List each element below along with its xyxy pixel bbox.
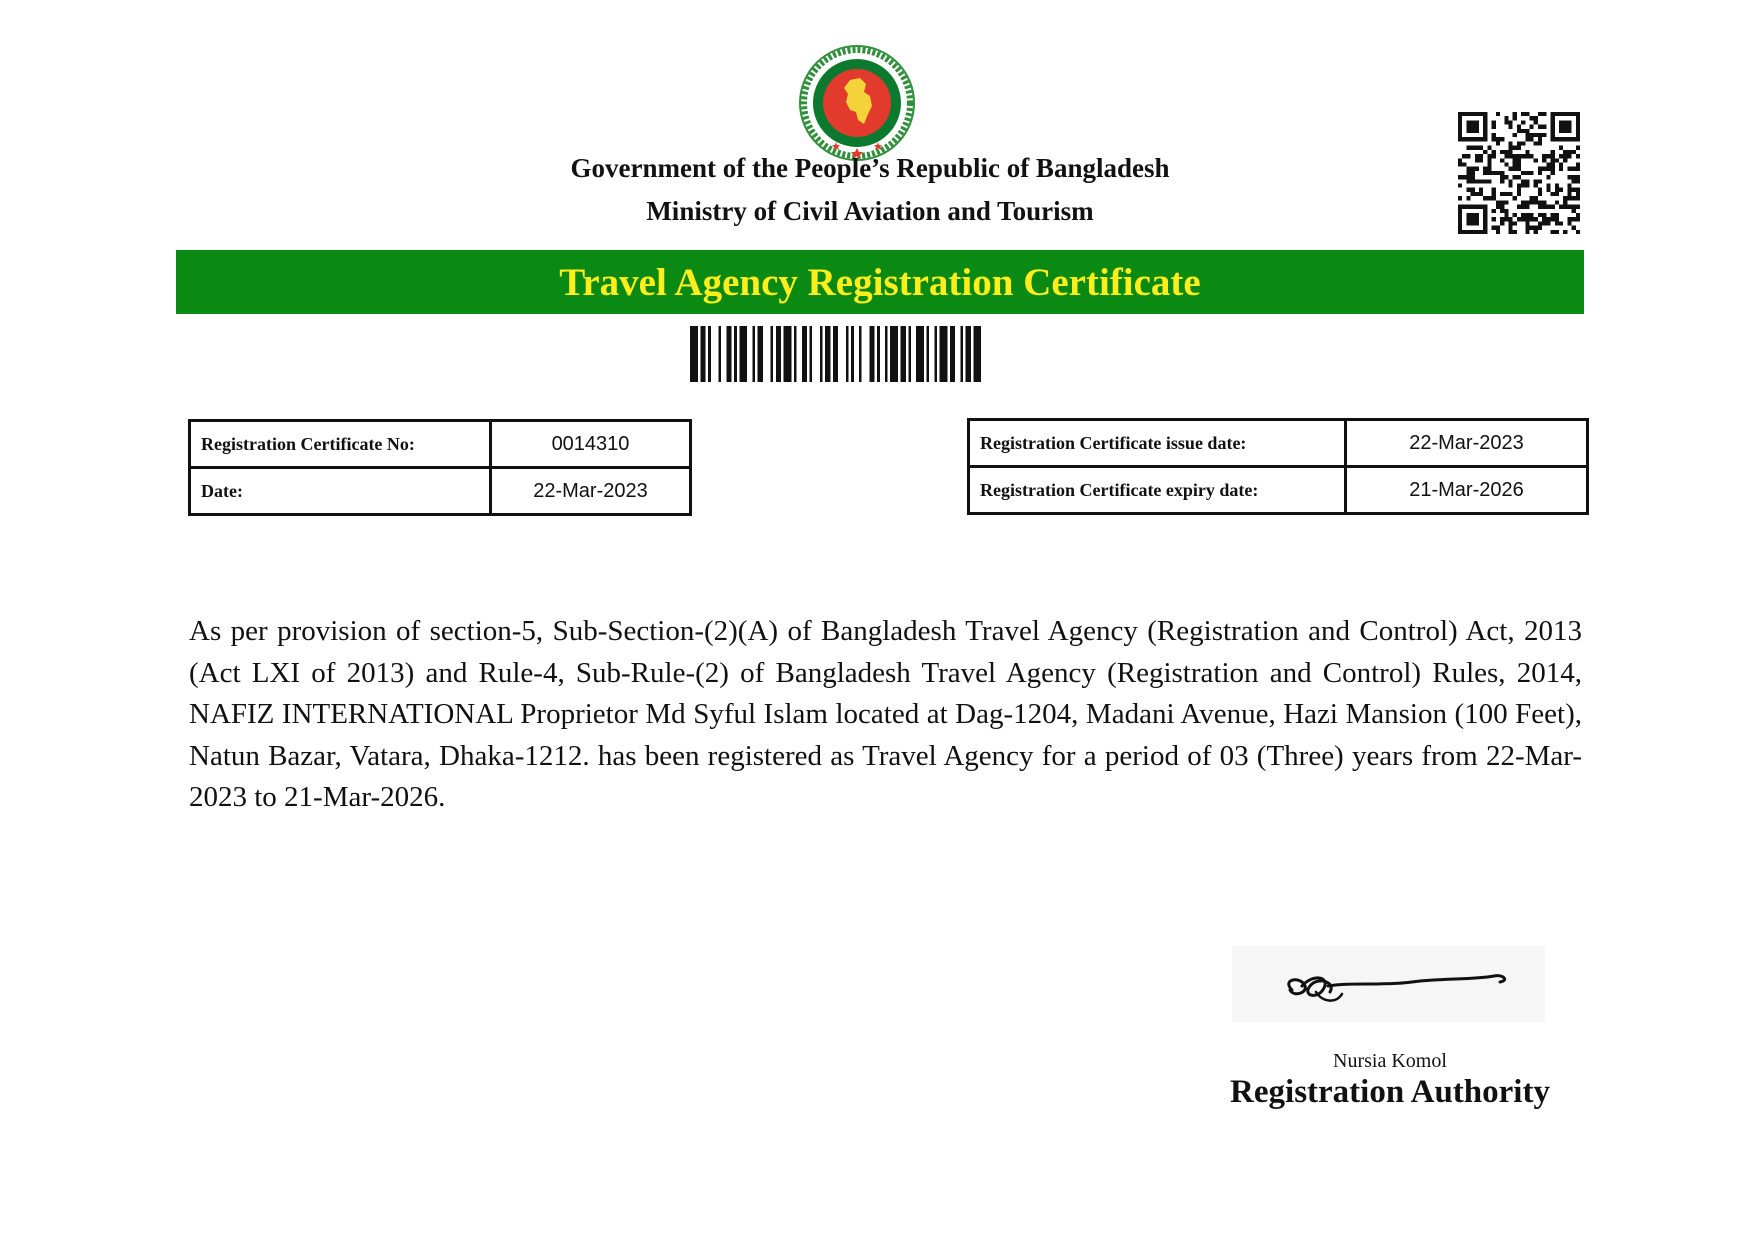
qr-code-icon [1458, 112, 1580, 234]
table-row [190, 468, 691, 515]
issue-date-label: Registration Certificate issue date: [969, 420, 1346, 467]
date-label: Date: [190, 468, 491, 515]
date-value: 22-Mar-2023 [491, 468, 691, 515]
barcode-icon [690, 326, 1058, 382]
expiry-date-label: Registration Certificate expiry date: [969, 467, 1346, 514]
table-row [969, 420, 1588, 467]
registration-number-table [188, 419, 692, 516]
government-title: Government of the People’s Republic of Bangladesh [570, 153, 1170, 183]
registration-authority-title: Registration Authority [1230, 1074, 1550, 1110]
bangladesh-government-emblem-icon [798, 44, 916, 162]
registration-number-value: 0014310 [491, 421, 691, 468]
certificate-body-text: As per provision of section-5, Sub-Section-(2)(A) of Bangladesh Travel Agency (Registration and Control) Act, 2013 (Act LXI of 2013) and Rule-4, Sub-Rule-(2) of Bangladesh Travel Agency (Registration and Control) Rules, 2014, NAFIZ INTERNATIONAL Proprietor Md Syful Islam located at Dag-1204, Madani Avenue, Hazi Mansion (100 Feet), Natun Bazar, Vatara, Dhaka-1212. has been registered as Travel Agency for a period of 03 (Three) years from 22-Mar-2023 to 21-Mar-2026. [189, 615, 1582, 814]
signer-name: Nursia Komol [1333, 1050, 1447, 1072]
certificate-title: Travel Agency Registration Certificate [559, 260, 1201, 304]
certificate-dates-table [967, 418, 1589, 515]
table-row [190, 421, 691, 468]
table-row [969, 467, 1588, 514]
registration-number-label: Registration Certificate No: [190, 421, 491, 468]
expiry-date-value: 21-Mar-2026 [1346, 467, 1588, 514]
issue-date-value: 22-Mar-2023 [1346, 420, 1588, 467]
ministry-title: Ministry of Civil Aviation and Tourism [646, 196, 1094, 226]
certificate-title-banner [176, 250, 1584, 314]
handwritten-signature [1232, 946, 1545, 1022]
